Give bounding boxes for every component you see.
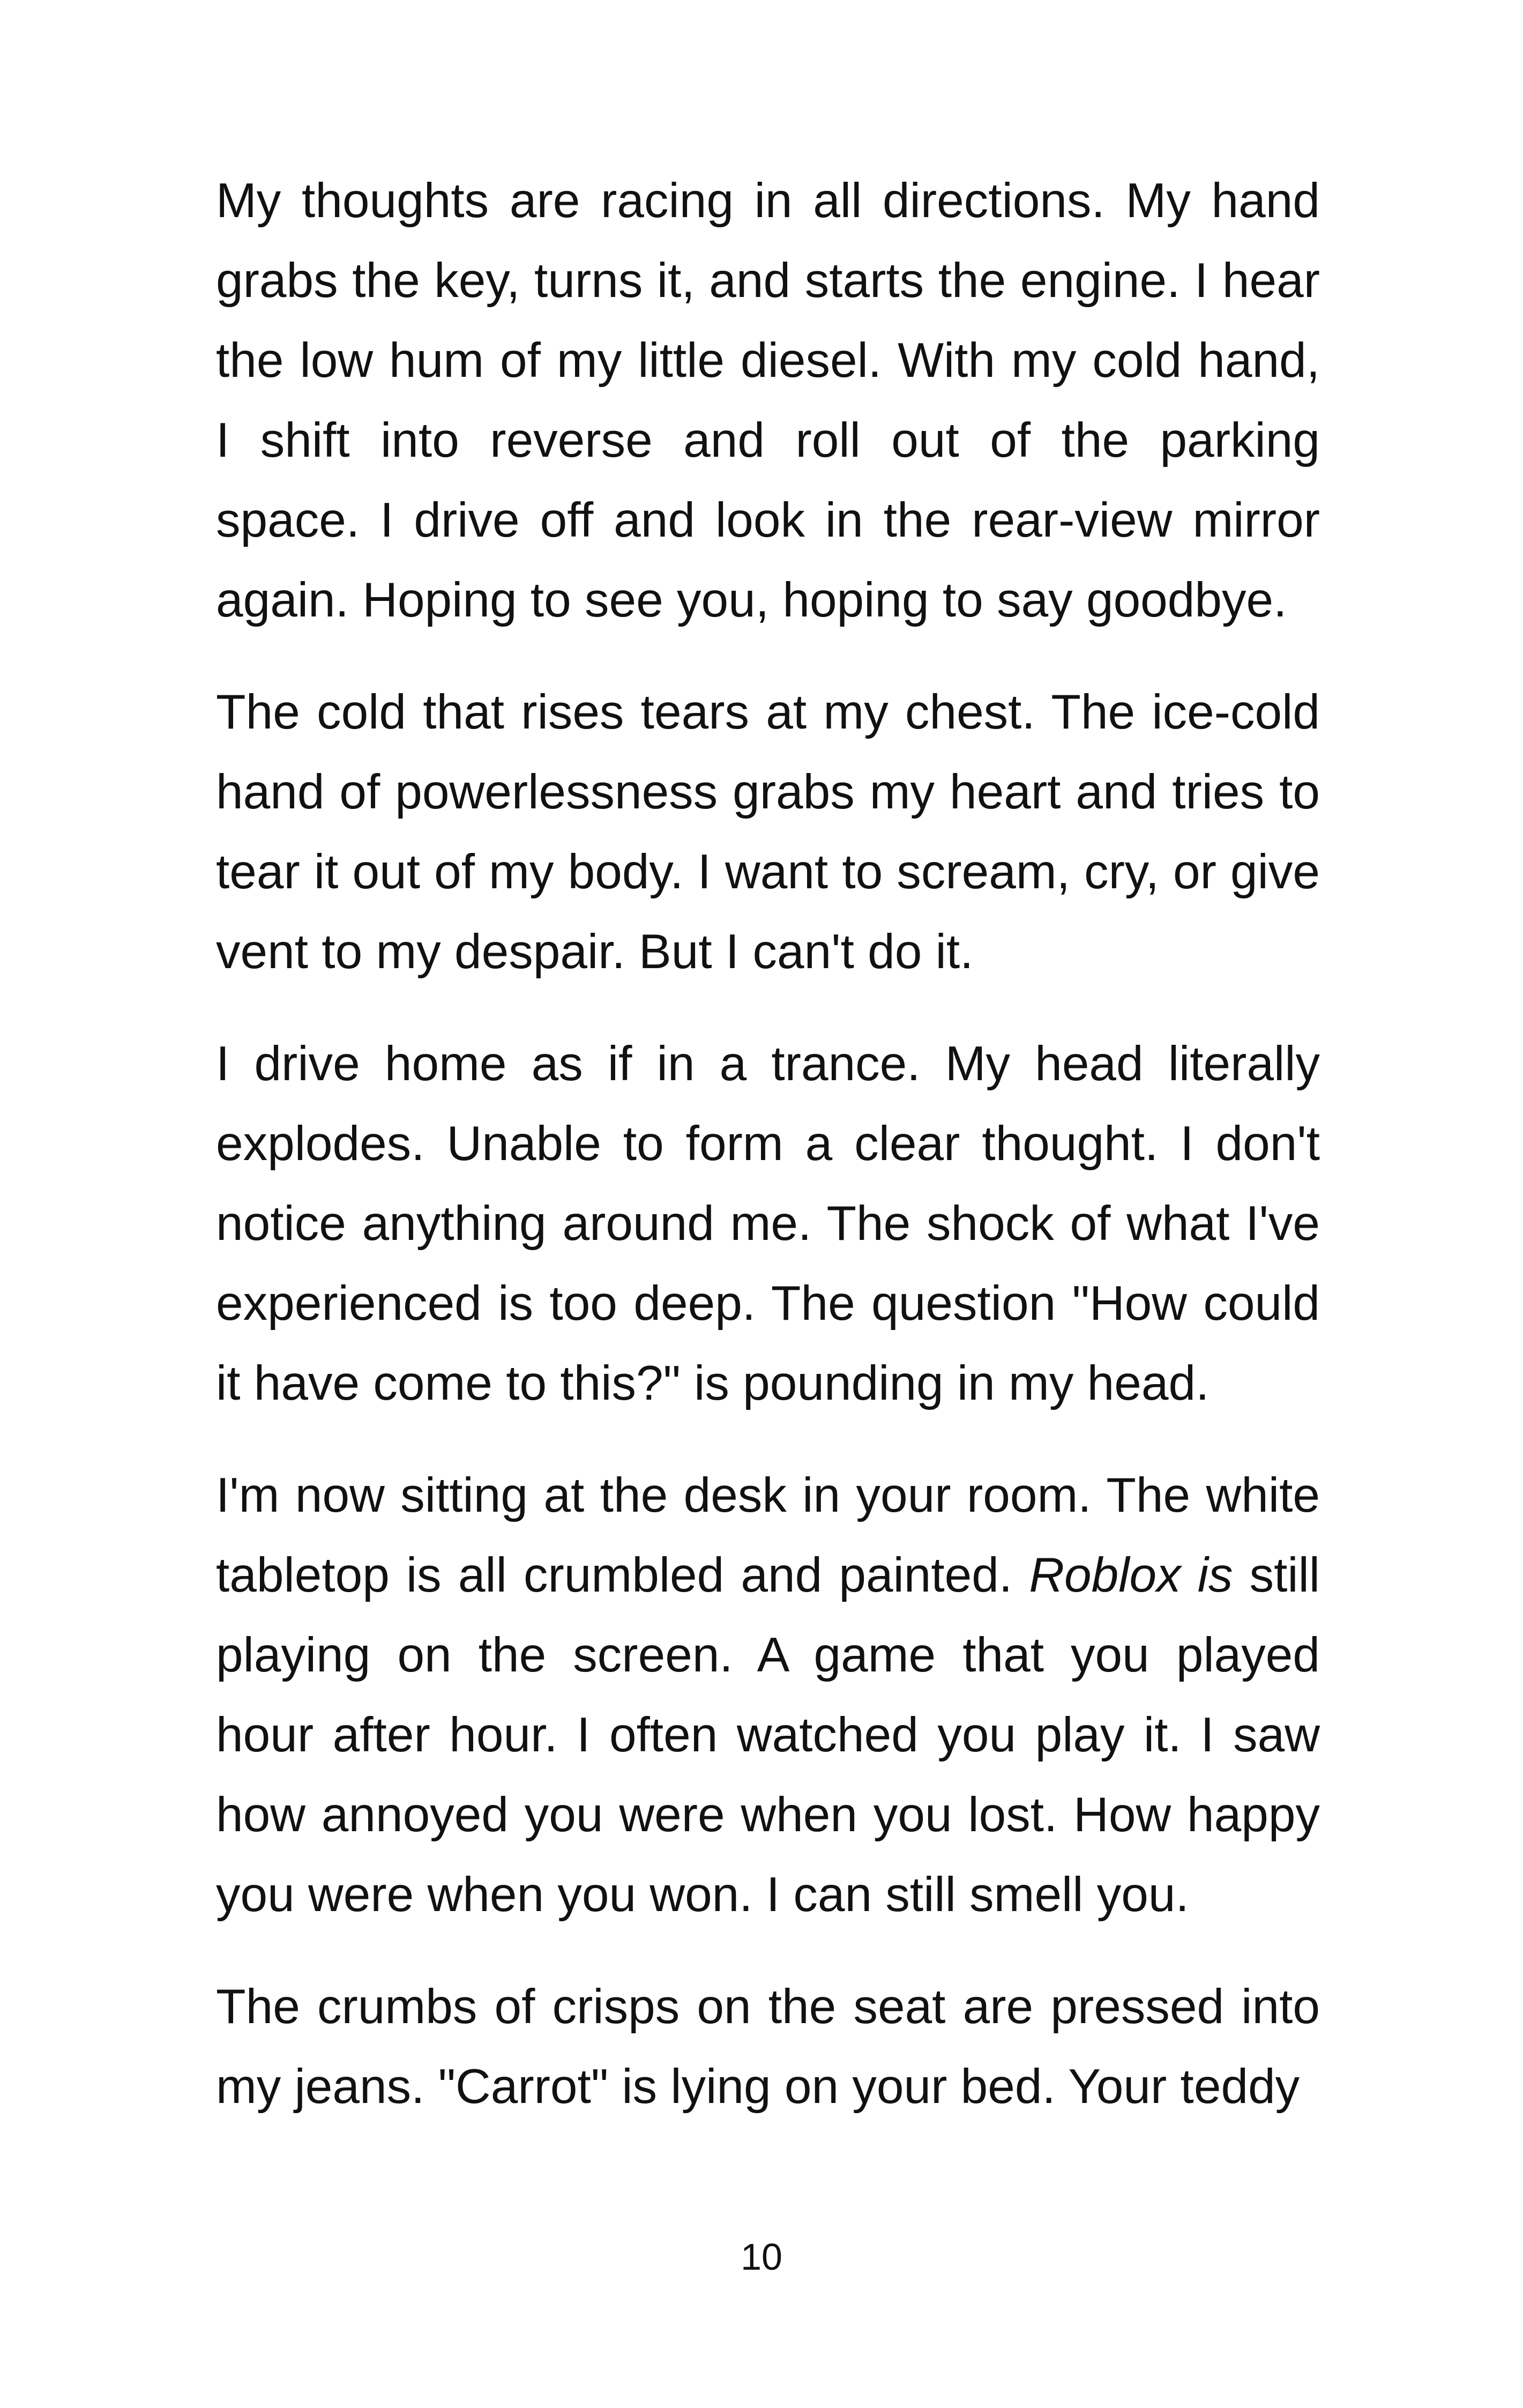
paragraph-5-text: The crumbs of crisps on the seat are pressed into my jeans. "Carrot" is lying on your bed. Your teddy [216, 1980, 1320, 2114]
paragraph-1-text: My thoughts are racing in all directions. My hand grabs the key, turns it, and starts the engine. I hear the low hum of my little diesel. With my cold hand, I shift into reverse and roll out of the parking space. I drive off and look in the rear-view mirror again. Hoping to see you, hoping to say goodbye. [216, 174, 1320, 627]
paragraph-1 [216, 161, 1320, 640]
paragraph-3 [216, 1024, 1320, 1423]
paragraph-2-text: The cold that rises tears at my chest. The ice-cold hand of powerlessness grabs my heart and tries to tear it out of my body. I want to scream, cry, or give vent to my despair. But I can't do it. [216, 685, 1320, 979]
paragraph-2 [216, 672, 1320, 992]
paragraph-5 [216, 1967, 1320, 2127]
paragraph-4-text-a: I'm now sitting at the desk in your room. The white tabletop is all crumbled and painted. [216, 1468, 1320, 1602]
paragraph-3-text: I drive home as if in a trance. My head literally explodes. Unable to form a clear thought. I don't notice anything around me. The shock of what I've experienced is too deep. The question "How could it have come to this?" is pounding in my head. [216, 1037, 1320, 1410]
paragraph-4-text-b: still playing on the screen. A game that you played hour after hour. I often watched you play it. I saw how annoyed you were when you lost. How happy you were when you won. I can still smell you. [216, 1548, 1320, 1922]
body-text [216, 161, 1320, 2159]
paragraph-4 [216, 1455, 1320, 1935]
page-number: 10 [741, 2236, 782, 2278]
paragraph-4-italic-title: Roblox is [1029, 1548, 1233, 1602]
